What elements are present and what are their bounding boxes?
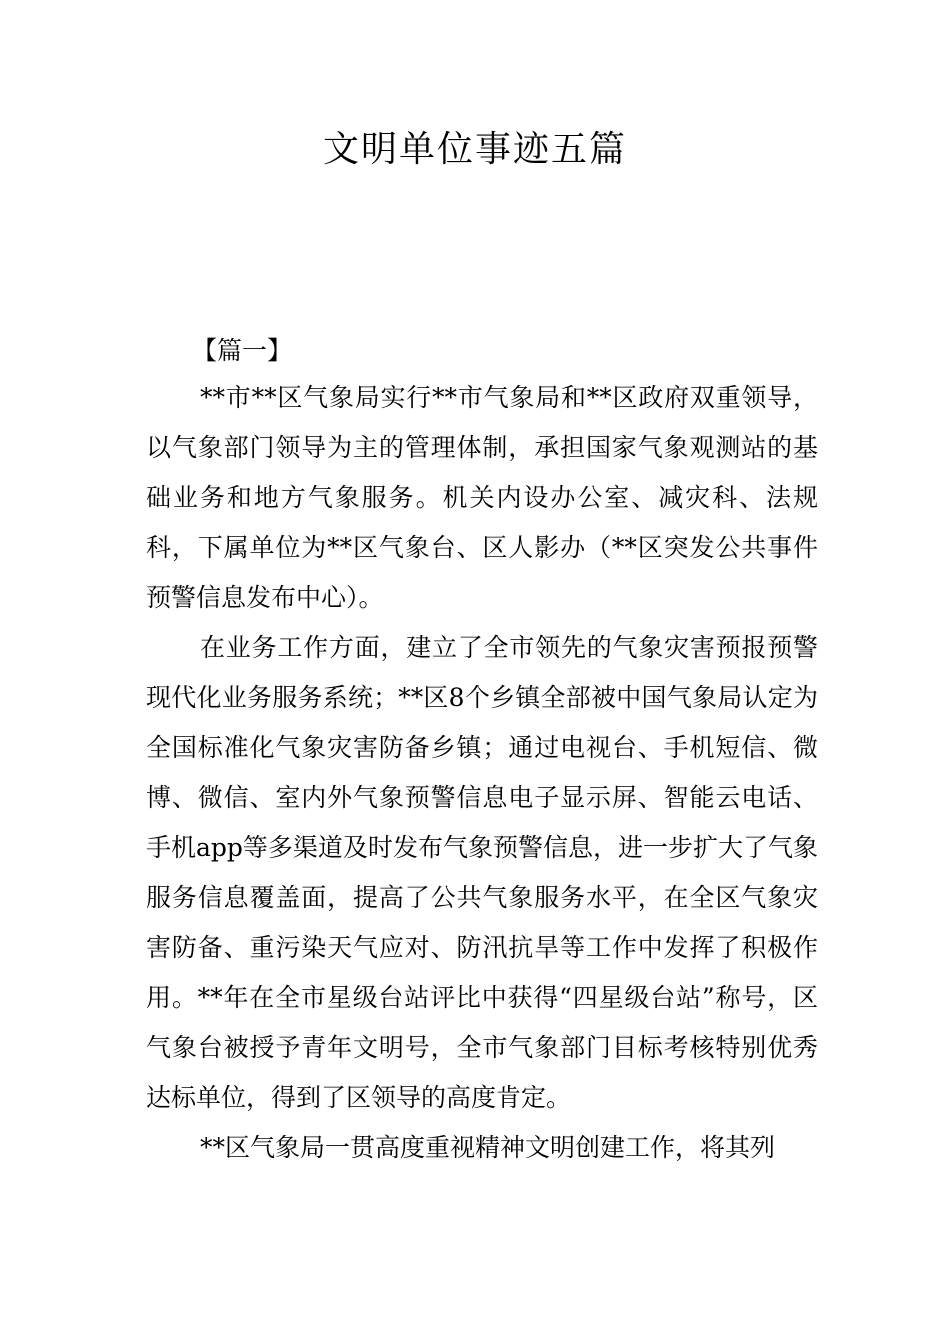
document-body <box>146 373 818 1173</box>
paragraph-civilization-work: **区气象局一贯高度重视精神文明创建工作，将其列 <box>200 1133 776 1162</box>
paragraph-business-work: 在业务工作方面，建立了全市领先的气象灾害预报预警现代化业务服务系统；**区8个乡镇全部被中国气象局认定为全国标准化气象灾害防备乡镇；通过电视台、手机短信、微博、微信、室内外气象预警信息电子显示屏、智能云电话、手机app等多渠道及时发布气象预警信息，进一步扩大了气象服务信息覆盖面，提高了公共气象服务水平，在全区气象灾害防备、重污染天气应对、防汛抗旱等工作中发挥了积极作用。**年在全市星级台站评比中获得“四星级台站”称号，区气象台被授予青年文明号，全市气象部门目标考核特别优秀达标单位，得到了区领导的高度肯定。 <box>146 633 818 1112</box>
paragraph-intro: **市**区气象局实行**市气象局和**区政府双重领导，以气象部门领导为主的管理体制，承担国家气象观测站的基础业务和地方气象服务。机关内设办公室、减灾科、法规科，下属单位为**区气象台、区人影办（**区突发公共事件预警信息发布中心）。 <box>146 383 818 612</box>
document-title: 文明单位事迹五篇 <box>322 129 627 170</box>
section-label: 【篇一】 <box>192 336 293 365</box>
